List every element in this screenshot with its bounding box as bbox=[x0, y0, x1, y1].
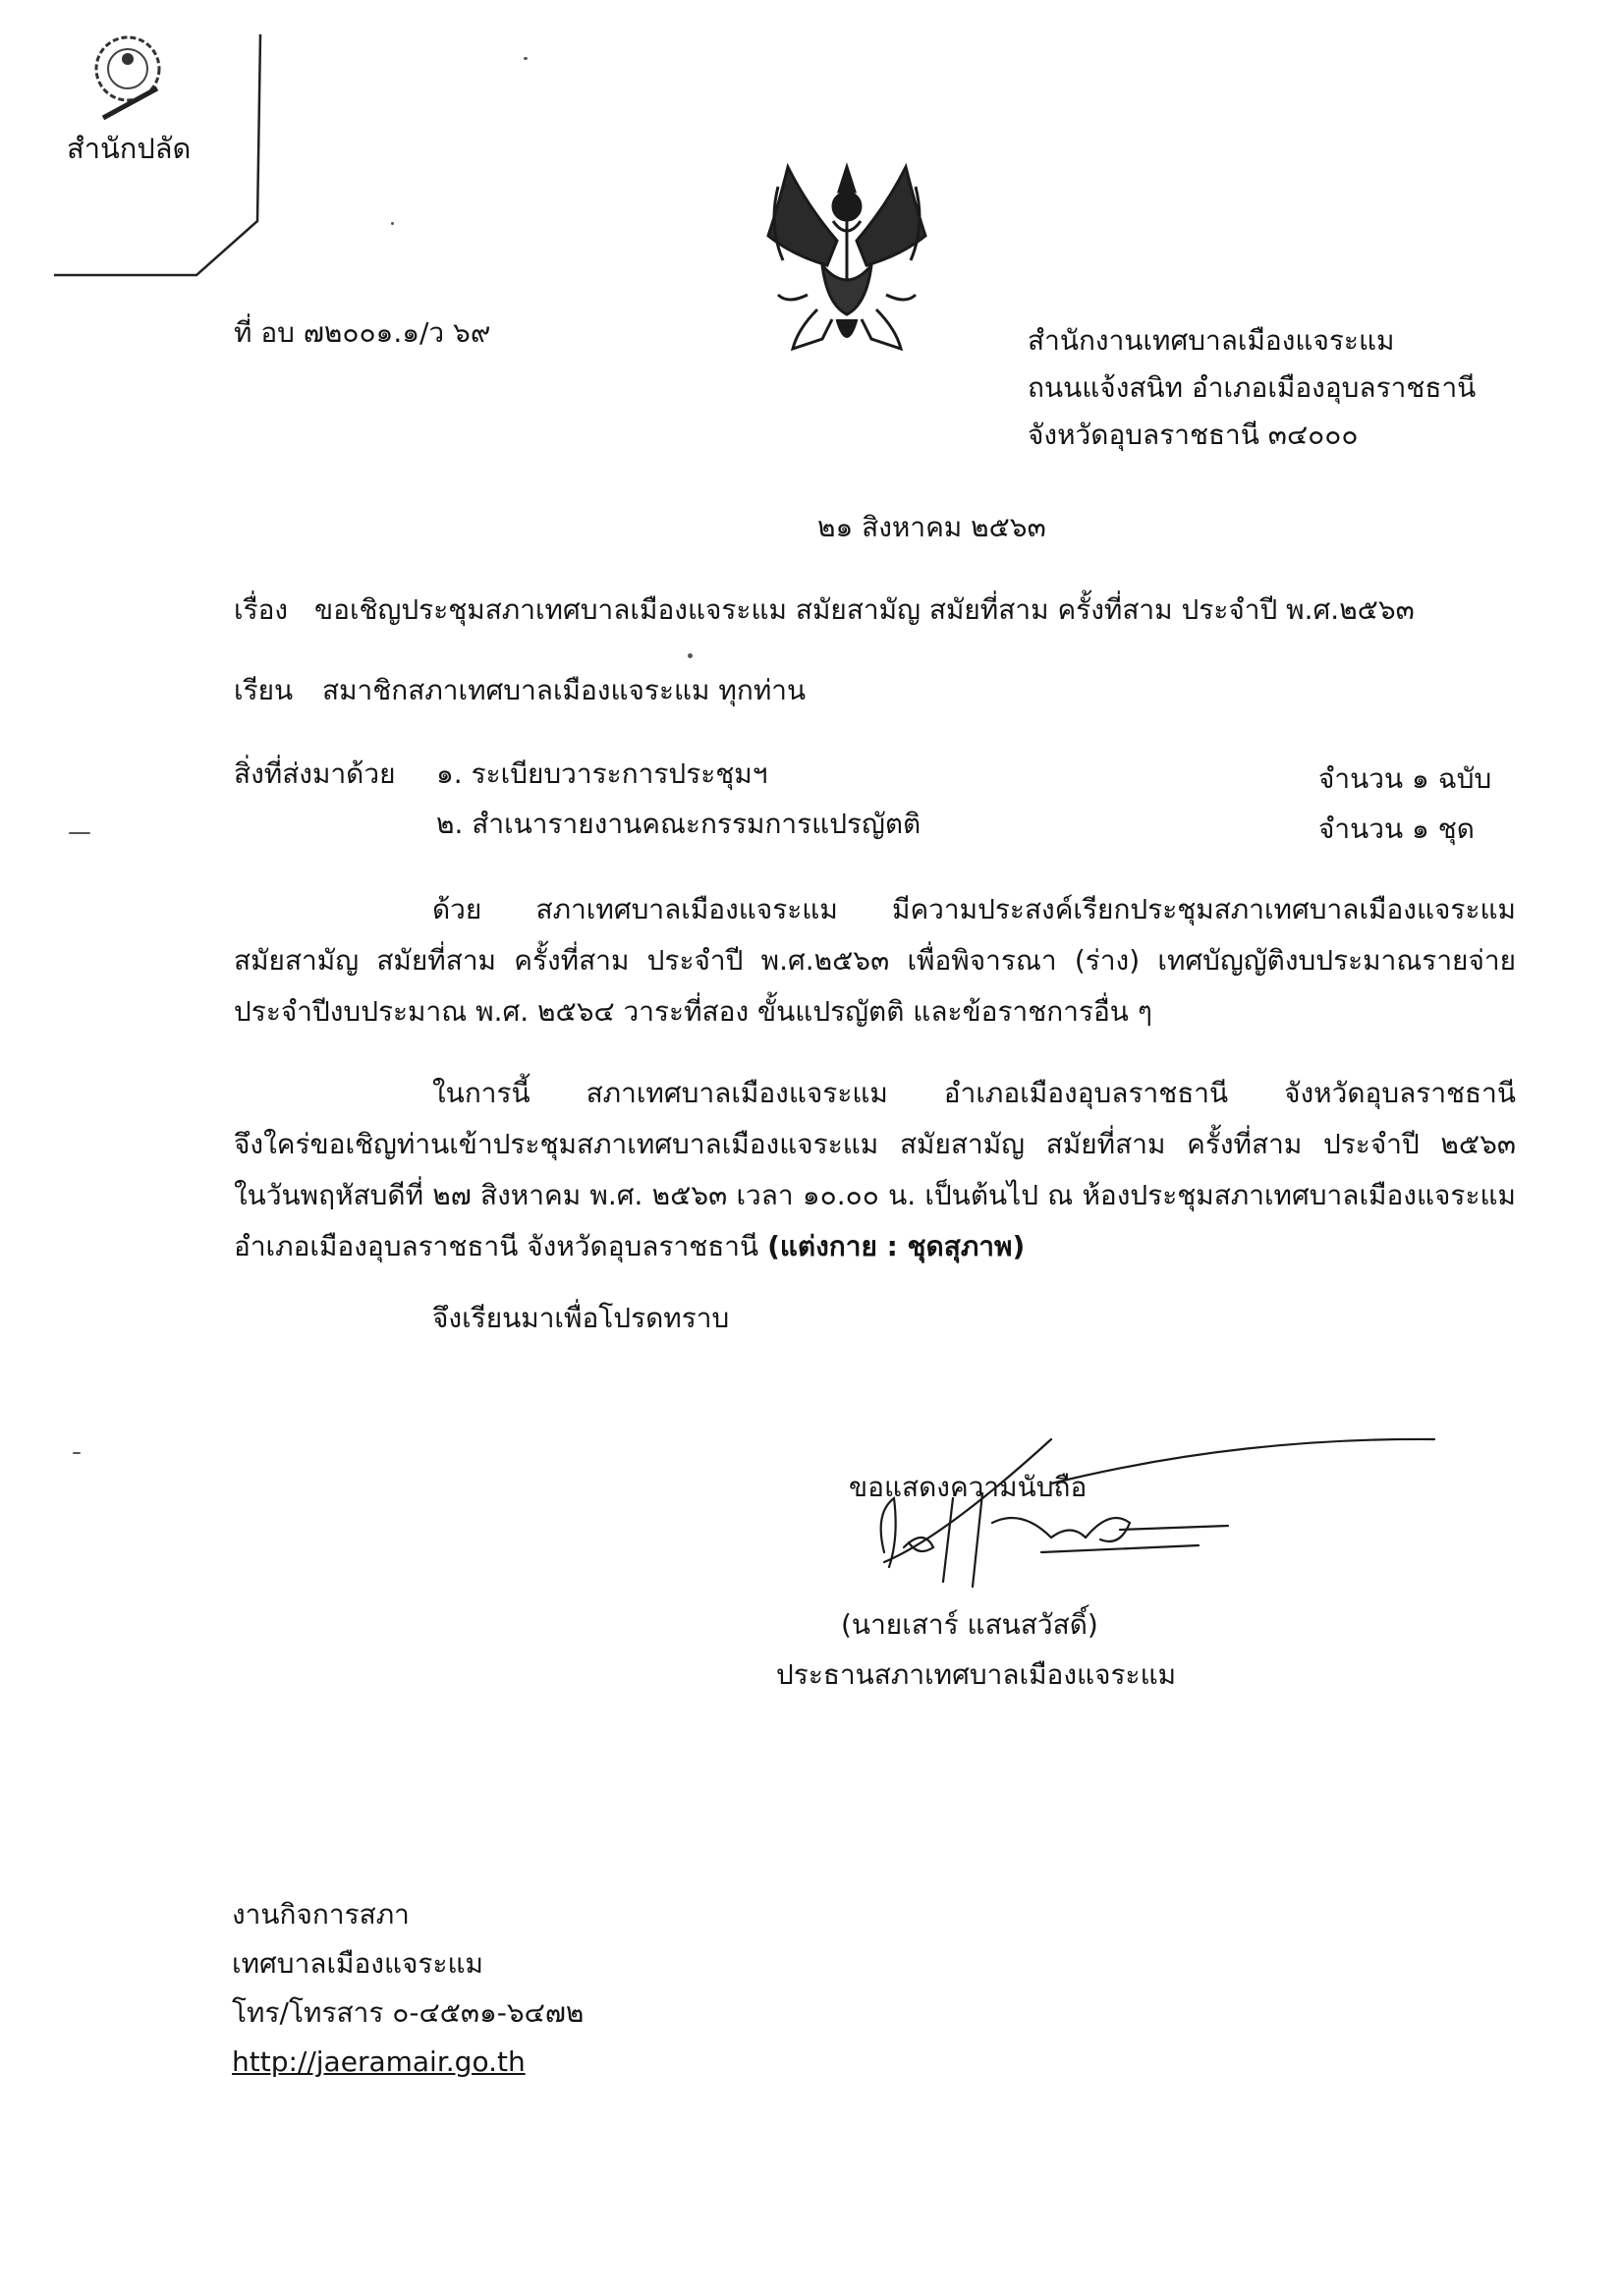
footer-organization: เทศบาลเมืองแจระแม bbox=[232, 1947, 484, 1980]
enclosure-item-1: ๑. ระเบียบวาระการประชุมฯ bbox=[436, 757, 768, 790]
recipient-label: เรียน bbox=[234, 674, 294, 706]
paragraph-2-line-1: ในการนี้ สภาเทศบาลเมืองแจระแม อำเภอเมืองอุบลราชธานี จังหวัดอุบลราชธานี bbox=[432, 1077, 1516, 1109]
scan-speck bbox=[69, 832, 90, 834]
sender-address-line-1: สำนักงานเทศบาลเมืองแจระแม bbox=[1028, 324, 1395, 357]
enclosure-qty-1: จำนวน ๑ ฉบับ bbox=[1318, 762, 1492, 795]
scan-speck bbox=[688, 653, 693, 658]
paragraph-2-line-2: จึงใคร่ขอเชิญท่านเข้าประชุมสภาเทศบาลเมืองแจระแม สมัยสามัญ สมัยที่สาม ครั้งที่สาม ประจำปี ๒๕๖๓ bbox=[234, 1128, 1516, 1160]
stamp-emblem-icon bbox=[96, 37, 159, 118]
signature-closing: ขอแสดงความนับถือ bbox=[849, 1471, 1088, 1503]
signatory-name: (นายเสาร์ แสนสวัสดิ์) bbox=[841, 1608, 1098, 1641]
paragraph-1-line-1: ด้วย สภาเทศบาลเมืองแจระแม มีความประสงค์เรียกประชุมสภาเทศบาลเมืองแจระแม bbox=[432, 893, 1516, 925]
subject-label: เรื่อง bbox=[234, 593, 289, 626]
handwritten-signature bbox=[825, 1429, 1454, 1616]
scan-speck bbox=[73, 1452, 81, 1454]
paragraph-2-line-3: ในวันพฤหัสบดีที่ ๒๗ สิงหาคม พ.ศ. ๒๕๖๓ เวลา ๑๐.๐๐ น. เป็นต้นไป ณ ห้องประชุมสภาเทศบาลเมืองแจระแม bbox=[234, 1179, 1516, 1211]
reference-number: ที่ อบ ๗๒๐๐๑.๑/ว ๖๙ bbox=[234, 316, 491, 349]
signatory-position: ประธานสภาเทศบาลเมืองแจระแม bbox=[776, 1658, 1177, 1691]
paragraph-1-line-3: ประจำปีงบประมาณ พ.ศ. ๒๕๖๔ วาระที่สอง ขั้นแปรญัตติ และข้อราชการอื่น ๆ bbox=[234, 995, 1152, 1028]
footer-website-link[interactable]: http://jaeramair.go.th bbox=[232, 2045, 526, 2078]
paragraph-2-line-4: อำเภอเมืองอุบลราชธานี จังหวัดอุบลราชธานี (แต่งกาย : ชุดสุภาพ) bbox=[234, 1230, 1026, 1262]
enclosure-qty-2: จำนวน ๑ ชุด bbox=[1318, 812, 1475, 845]
scan-speck bbox=[391, 222, 394, 225]
stamp-label: สำนักปลัด bbox=[67, 132, 192, 165]
sender-address-line-2: ถนนแจ้งสนิท อำเภอเมืองอุบลราชธานี bbox=[1028, 371, 1477, 404]
sender-address-line-3: จังหวัดอุบลราชธานี ๓๔๐๐๐ bbox=[1028, 419, 1359, 451]
garuda-emblem-icon bbox=[749, 147, 945, 364]
letter-date: ๒๑ สิงหาคม ๒๕๖๓ bbox=[817, 511, 1046, 543]
enclosure-item-2: ๒. สำเนารายงานคณะกรรมการแปรญัตติ bbox=[436, 808, 921, 840]
closing-line: จึงเรียนมาเพื่อโปรดทราบ bbox=[432, 1302, 730, 1334]
subject-text: ขอเชิญประชุมสภาเทศบาลเมืองแจระแม สมัยสามัญ สมัยที่สาม ครั้งที่สาม ประจำปี พ.ศ.๒๕๖๓ bbox=[314, 593, 1415, 626]
enclosures-label: สิ่งที่ส่งมาด้วย bbox=[234, 757, 396, 790]
dress-code: (แต่งกาย : ชุดสุภาพ) bbox=[767, 1230, 1026, 1262]
paragraph-1-line-2: สมัยสามัญ สมัยที่สาม ครั้งที่สาม ประจำปี พ.ศ.๒๕๖๓ เพื่อพิจารณา (ร่าง) เทศบัญญัติงบประมาณรายจ่าย bbox=[234, 944, 1516, 977]
body-paragraph-1 bbox=[234, 884, 1516, 1037]
footer-phone: โทร/โทรสาร ๐-๔๕๓๑-๖๔๗๒ bbox=[232, 1996, 585, 2029]
scan-speck bbox=[524, 57, 528, 60]
body-paragraph-2 bbox=[234, 1068, 1516, 1272]
recipient-text: สมาชิกสภาเทศบาลเมืองแจระแม ทุกท่าน bbox=[322, 674, 807, 706]
footer-unit: งานกิจการสภา bbox=[232, 1898, 410, 1931]
